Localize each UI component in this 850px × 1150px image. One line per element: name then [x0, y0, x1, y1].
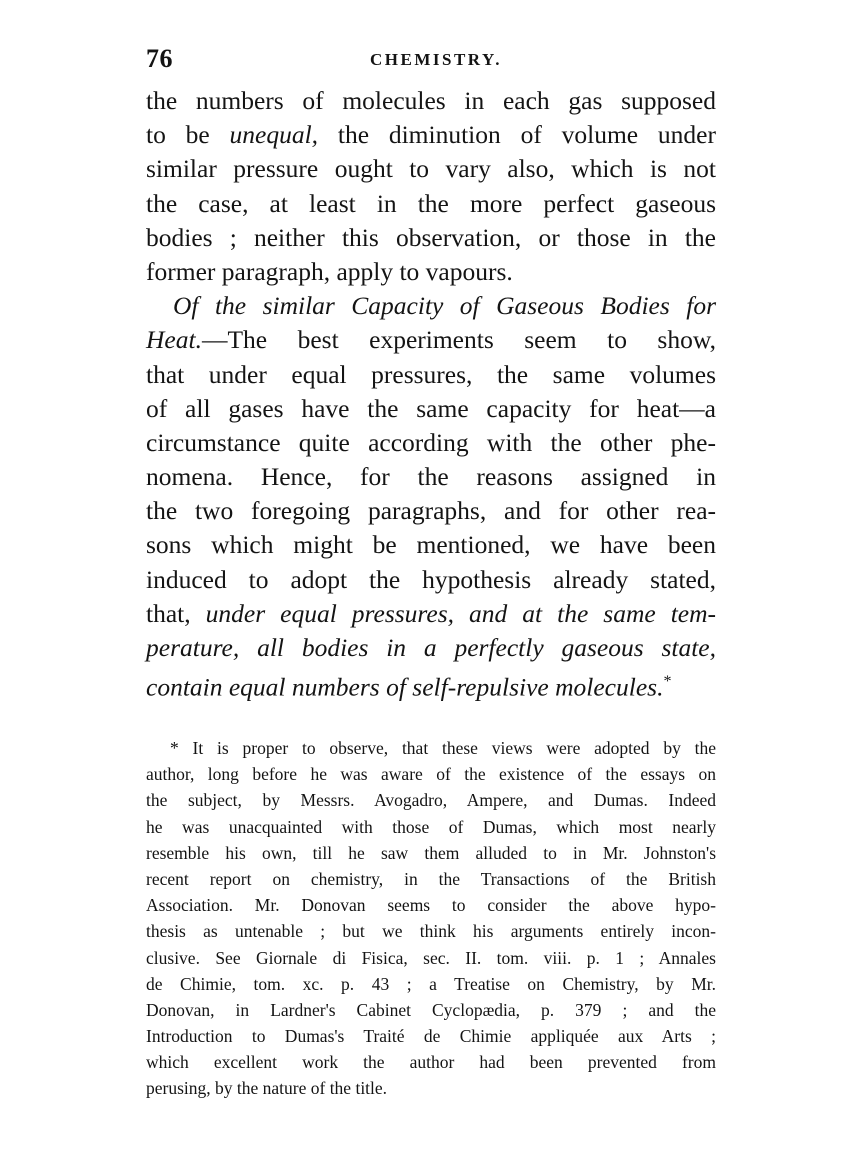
footnote-line: Association. Mr. Donovan seems to consider the above hypo-	[146, 895, 716, 916]
body-line: to be unequal, the diminution of volume under	[146, 120, 716, 150]
footnote-line: thesis as untenable ; but we think his arguments entirely incon-	[146, 921, 716, 942]
body-line: that under equal pressures, the same volumes	[146, 359, 716, 389]
body-line: sons which might be mentioned, we have been	[146, 530, 716, 560]
footnote-line: de Chimie, tom. xc. p. 43 ; a Treatise on Chemistry, by Mr.	[146, 973, 716, 994]
page-number: 76	[146, 44, 173, 73]
section-heading-continued: Heat.—The best experiments seem to show,	[146, 325, 716, 355]
footnote-line: he was unacquainted with those of Dumas, which most nearly	[146, 816, 716, 837]
body-line: the numbers of molecules in each gas supposed	[146, 86, 716, 115]
section-heading: Of the similar Capacity of Gaseous Bodies for	[173, 291, 716, 321]
footnote	[146, 735, 716, 1102]
emphasis-text: unequal,	[229, 120, 319, 150]
footnote-marker: *	[663, 673, 672, 691]
body-line: induced to adopt the hypothesis already stated,	[146, 564, 716, 594]
body-line: bodies ; neither this observation, or those in the	[146, 222, 716, 252]
page-header	[146, 44, 716, 74]
footnote-line: Introduction to Dumas's Traité de Chimie appliquée aux Arts ;	[146, 1026, 716, 1047]
body-line: former paragraph, apply to vapours.	[146, 256, 513, 286]
emphasis-line: contain equal numbers of self-repulsive molecules.*	[146, 672, 672, 702]
emphasis-line: perature, all bodies in a perfectly gaseous state,	[146, 633, 716, 662]
running-head: CHEMISTRY.	[370, 50, 502, 69]
footnote-line: * It is proper to observe, that these views were adopted by the	[170, 738, 716, 758]
footnote-line: recent report on chemistry, in the Transactions of the British	[146, 868, 716, 889]
footnote-line: the subject, by Messrs. Avogadro, Ampere, and Dumas. Indeed	[146, 790, 716, 811]
body-line: circumstance quite according with the other phe-	[146, 427, 716, 457]
footnote-line: resemble his own, till he saw them alluded to in Mr. Johnston's	[146, 842, 716, 863]
body-line: of all gases have the same capacity for heat—a	[146, 393, 716, 423]
body-line: similar pressure ought to vary also, which is not	[146, 154, 716, 184]
footnote-line: clusive. See Giornale di Fisica, sec. II. tom. viii. p. 1 ; Annales	[146, 947, 716, 968]
body-line: nomena. Hence, for the reasons assigned in	[146, 462, 716, 492]
body-line: that, under equal pressures, and at the same tem-	[146, 598, 717, 628]
body-line: the two foregoing paragraphs, and for other rea-	[146, 496, 716, 526]
footnote-line: Donovan, in Lardner's Cabinet Cyclopædia, p. 379 ; and the	[146, 999, 716, 1020]
footnote-line: perusing, by the nature of the title.	[146, 1078, 388, 1099]
footnote-line: author, long before he was aware of the existence of the essays on	[146, 764, 716, 785]
body-line: the case, at least in the more perfect gaseous	[146, 188, 716, 218]
main-text	[146, 84, 717, 702]
footnote-line: which excellent work the author had been prevented from	[146, 1052, 716, 1073]
emphasis-text: under equal pressures, and at the same tem-	[205, 598, 717, 628]
